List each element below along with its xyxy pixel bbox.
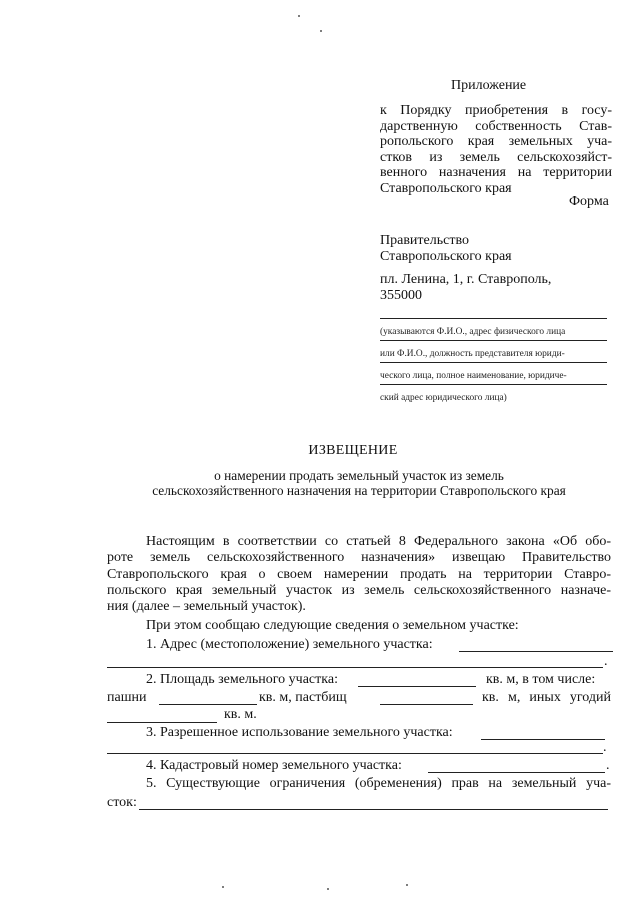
item-period: . xyxy=(606,758,610,773)
sender-blank-line xyxy=(380,362,607,363)
permitted-use-field[interactable] xyxy=(481,728,605,740)
paragraph-line: польского края земельный участок из земель сельскохозяйственного назначе- xyxy=(107,582,611,598)
scan-speck xyxy=(406,884,408,886)
arable-area-field[interactable] xyxy=(159,693,257,705)
paragraph-line: роте земель сельскохозяйственного назначения» извещаю Правительство xyxy=(107,550,611,566)
item-encumbrance-label: 5. Существующие ограничения (обременения) прав на земельный уча- xyxy=(146,776,611,791)
encumbrance-field[interactable] xyxy=(139,798,608,810)
item-cadastral-label: 4. Кадастровый номер земельного участка: xyxy=(146,758,402,773)
addressee-address xyxy=(380,272,551,303)
total-area-field[interactable] xyxy=(358,675,476,687)
address-line: пл. Ленина, 1, г. Ставрополь, xyxy=(380,272,552,287)
appendix-title: Приложение xyxy=(451,78,527,93)
item-period: . xyxy=(604,654,608,669)
sender-blank-line xyxy=(380,318,607,319)
other-land-label: кв. м, иных угодий xyxy=(482,690,611,705)
address-line: 355000 xyxy=(380,287,422,303)
addressee-name xyxy=(380,233,512,264)
paragraph-line: ния (далее – земельный участок). xyxy=(107,599,306,615)
item-address-label: 1. Адрес (местоположение) земельного участка: xyxy=(146,637,433,652)
scan-speck xyxy=(327,888,329,890)
reference-line: ропольского края земельных уча- xyxy=(380,134,612,149)
form-label: Форма xyxy=(569,194,609,209)
hint-line: (указываются Ф.И.О., адрес физического лица xyxy=(380,327,566,337)
item-area-label: 2. Площадь земельного участка: xyxy=(146,672,338,687)
document-title: ИЗВЕЩЕНИЕ xyxy=(308,443,398,458)
address-field[interactable] xyxy=(459,640,613,652)
hint-line: или Ф.И.О., должность представителя юриди- xyxy=(380,349,565,359)
cadastral-number-field[interactable] xyxy=(428,761,605,773)
appendix-reference xyxy=(380,103,612,196)
hint-line: ческого лица, полное наименование, юридиче- xyxy=(380,371,567,381)
paragraph-line: Ставропольского края о своем намерении продать на территории Ставро- xyxy=(107,566,611,582)
address-field-line2[interactable] xyxy=(107,667,603,668)
permitted-use-field-line2[interactable] xyxy=(107,753,603,754)
item-period: . xyxy=(603,740,607,755)
paragraph-line: Настоящим в соответствии со статьей 8 Федерального закона «Об обо- xyxy=(146,534,611,549)
notice-paragraph xyxy=(107,534,611,615)
info-intro: При этом сообщаю следующие сведения о земельном участке: xyxy=(146,618,519,633)
item-area-unit: кв. м, в том числе: xyxy=(486,672,596,687)
subtitle-line: о намерении продать земельный участок из земель xyxy=(214,468,504,483)
subtitle-line: сельскохозяйственного назначения на территории Ставропольского края xyxy=(152,483,566,498)
other-land-area-field[interactable] xyxy=(107,711,217,723)
sender-hint xyxy=(380,321,567,409)
scan-speck xyxy=(298,15,300,17)
hint-line: ский адрес юридического лица) xyxy=(380,393,507,403)
document-subtitle xyxy=(0,468,640,498)
addressee-line: Ставропольского края xyxy=(380,248,512,264)
reference-line: к Порядку приобретения в госу- xyxy=(380,103,612,118)
item-permitted-use-label: 3. Разрешенное использование земельного участка: xyxy=(146,725,453,740)
arable-label: пашни xyxy=(107,690,147,705)
reference-line: дарственную собственность Став- xyxy=(380,118,612,134)
scan-speck xyxy=(222,886,224,888)
sender-blank-line xyxy=(380,384,607,385)
reference-line: венного назначения на территории xyxy=(380,165,612,180)
scan-speck xyxy=(320,30,322,32)
item-encumbrance-label-cont: сток: xyxy=(107,795,137,810)
reference-line: Ставропольского края xyxy=(380,180,512,196)
reference-line: стков из земель сельскохозяйст- xyxy=(380,149,612,165)
sender-blank-line xyxy=(380,340,607,341)
pasture-label: кв. м, пастбищ xyxy=(259,690,347,705)
pasture-area-field[interactable] xyxy=(380,693,473,705)
other-land-unit: кв. м. xyxy=(224,707,257,722)
addressee-line: Правительство xyxy=(380,233,469,248)
